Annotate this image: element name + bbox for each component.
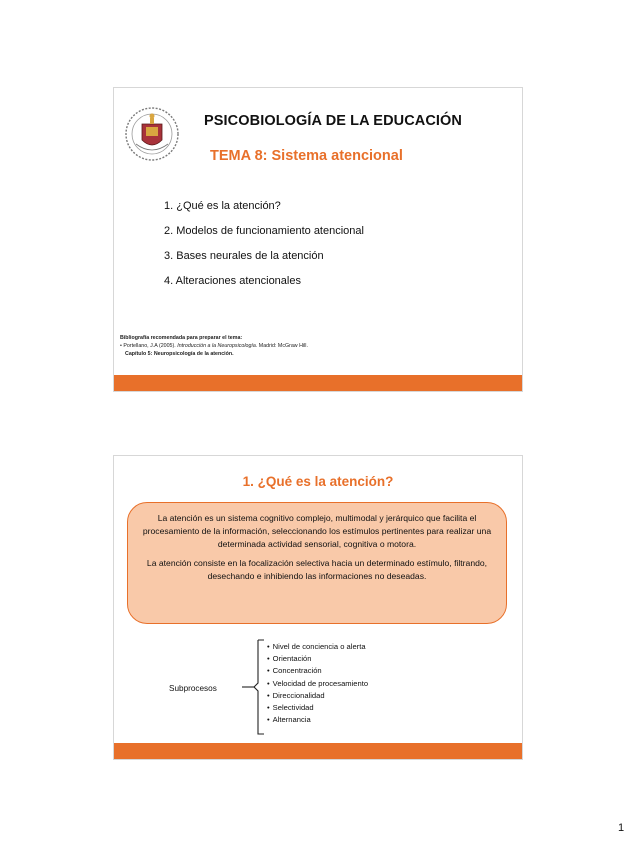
list-item: • Nivel de conciencia o alerta <box>267 641 368 653</box>
university-seal-icon <box>124 104 180 164</box>
bibliography-heading: Bibliografía recomendada para preparar el tema: <box>120 335 243 341</box>
definition-text: La atención consiste en la focalización selectiva hacia un determinado estímulo, filtrando, desechando e inhibiendo las informaciones no deseadas. <box>146 558 488 581</box>
toc-item: 4. Alteraciones atencionales <box>164 275 301 287</box>
list-item: • Velocidad de procesamiento <box>267 678 368 690</box>
bibliography-author: • Portellano, J.A (2005). <box>120 343 178 349</box>
page-number: 1 <box>618 822 625 834</box>
list-item: • Alternancia <box>267 714 368 726</box>
toc-item: 2. Modelos de funcionamiento atencional <box>164 225 364 237</box>
bibliography-publisher: Madrid: McGraw Hill. <box>257 343 308 349</box>
slide-what-is-attention <box>113 455 523 760</box>
slide-cover <box>113 87 523 392</box>
slide-title: 1. ¿Qué es la atención? <box>242 474 394 489</box>
list-item: • Selectividad <box>267 702 368 714</box>
bibliography-book: Introducción a la Neuropsicología. <box>177 343 258 349</box>
bibliography-entry <box>120 342 308 350</box>
list-item: • Direccionalidad <box>267 690 368 702</box>
table-of-contents <box>164 199 364 299</box>
slide-footer-bar <box>114 375 522 391</box>
bibliography <box>120 334 308 358</box>
definition-box <box>127 502 507 624</box>
definition-text: La atención es un sistema cognitivo complejo, multimodal y jerárquico que facilita el procesamiento de la información, seleccionando los estímulos pertinentes para realizar una determinada actividad sensorial, cognitiva o motora. <box>142 513 492 549</box>
subprocesses-label: Subprocesos <box>169 684 217 693</box>
list-item: • Concentración <box>267 665 368 677</box>
bibliography-chapter: Capítulo 5: Neuropsicología de la atención. <box>125 351 234 357</box>
slide-footer-bar <box>114 743 522 759</box>
toc-item: 1. ¿Qué es la atención? <box>164 200 281 212</box>
subprocesses-list <box>267 641 368 726</box>
topic-title: TEMA 8: Sistema atencional <box>210 148 403 164</box>
course-title: PSICOBIOLOGÍA DE LA EDUCACIÓN <box>204 113 463 129</box>
toc-item: 3. Bases neurales de la atención <box>164 250 324 262</box>
list-item: • Orientación <box>267 653 368 665</box>
